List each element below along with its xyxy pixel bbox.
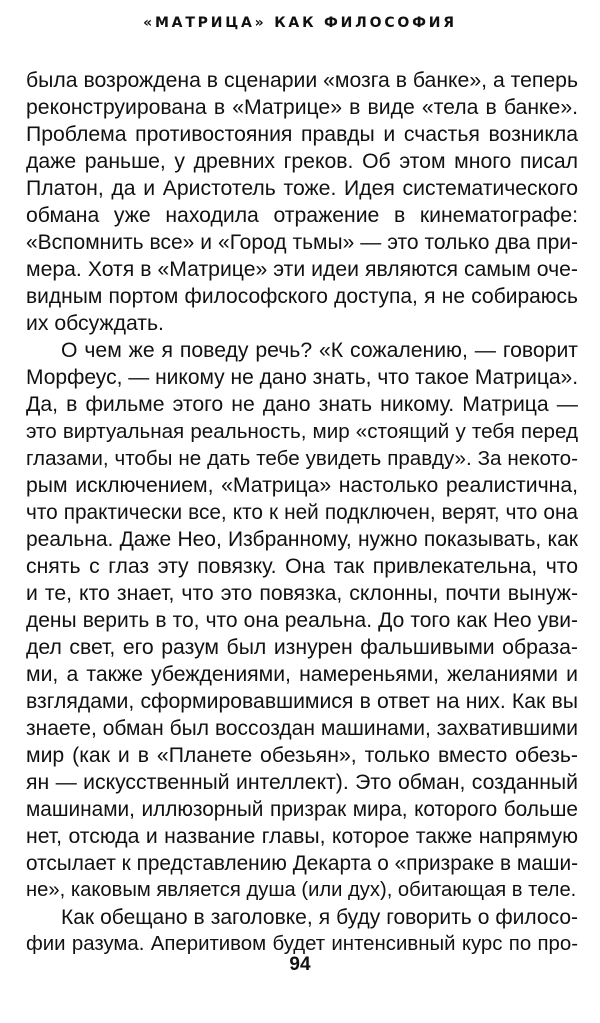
text-line: снять с глаз эту повязку. Она так привлекательна, что [26,555,578,578]
text-line: фии разума. Аперитивом будет интенсивный курс по про- [26,933,578,955]
text-line: что практически все, кто к ней подключен, верят, что она [26,501,578,524]
text-line: взглядами, сформировавшимися в ответ на них. Как вы [26,690,578,713]
running-head: «МАТРИЦА» КАК ФИЛОСОФИЯ [143,15,457,31]
text-line: Морфеус, — никому не дано знать, что такое Матрица». [26,366,579,389]
text-line: отсылает к представлению Декарта о «призраке в маши- [26,852,578,875]
text-line: была возрождена в сценарии «мозга в банке», а теперь [26,69,578,92]
text-line: и те, кто знает, что это повязка, склонны, почти вынуж- [26,582,578,605]
text-line: нет, отсюда и название главы, которое также напрямую [26,825,578,848]
text-line: О чем же я поведу речь? «К сожалению, — говорит [61,339,578,362]
text-line: глазами, чтобы не дать тебе увидеть правду». За некото- [26,447,578,470]
page-number: 94 [289,954,311,975]
text-line: дены верить в то, что она реальна. До того как Нео уви- [26,609,578,632]
text-line: мера. Хотя в «Матрице» эти идеи являются самым оче- [26,258,578,281]
text-line: даже раньше, у древних греков. Об этом много писал [26,150,578,173]
text-line: мир (как и в «Планете обезьян», только вместо обезь- [26,744,578,767]
text-line: реконструирована в «Матрице» в виде «тела в банке». [26,96,578,119]
text-line: дел свет, его разум был изнурен фальшивыми образа- [26,636,578,659]
text-line: ми, а также убеждениями, намереньями, желаниями и [26,663,578,686]
text-line: «Вспомнить все» и «Город тьмы» — это только два при- [26,231,578,254]
body-text [26,67,578,958]
text-line: их обсуждать. [26,312,164,335]
text-line: машинами, иллюзорный призрак мира, которого больше [26,798,578,821]
text-line: реальна. Даже Нео, Избранному, нужно показывать, как [26,528,578,551]
text-line: обмана уже находила отражение в кинематографе: [26,204,578,227]
text-line: знаете, обман был воссоздан машинами, захватившими [26,717,578,740]
text-line: Как обещано в заголовке, я буду говорить о филосо- [61,906,578,929]
text-line: видным портом философского доступа, я не собираюсь [26,285,578,308]
text-line: рым исключением, «Матрица» настолько реалистична, [26,474,578,497]
text-line: Да, в фильме этого не дано знать никому. Матрица — [26,393,578,416]
text-line: не», каковым является душа (или дух), обитающая в теле. [26,879,577,901]
text-line: Проблема противостояния правды и счастья возникла [26,123,578,146]
text-line: Платон, да и Аристотель тоже. Идея систематического [26,177,578,200]
text-line: ян — искусственный интеллект). Это обман, созданный [26,771,578,794]
text-line: это виртуальная реальность, мир «стоящий у тебя перед [26,420,578,443]
